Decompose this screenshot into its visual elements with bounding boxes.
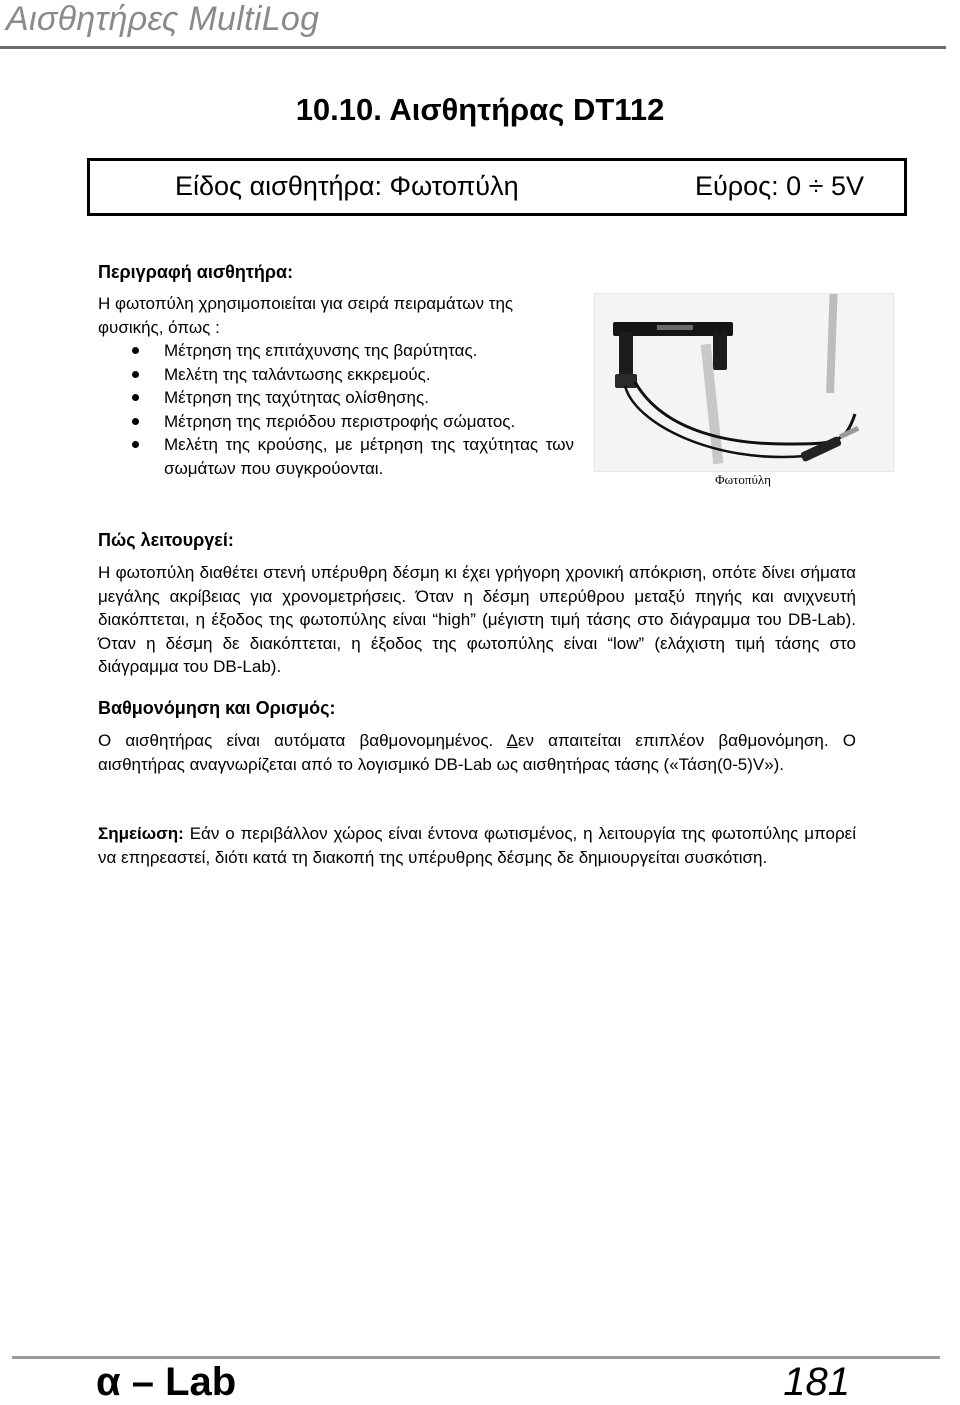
list-item: Μέτρηση της περιόδου περιστροφής σώματος. [98, 410, 574, 434]
footer-rule [12, 1356, 940, 1359]
section-title: 10.10. Αισθητήρας DT112 [295, 92, 665, 127]
list-item: Μελέτη της ταλάντωσης εκκρεμούς. [98, 363, 574, 387]
sensor-range-label: Εύρος: 0 ÷ 5V [694, 171, 864, 201]
note-label: Σημείωση: [98, 824, 184, 843]
calibration-text: Ο αισθητήρας είναι αυτόματα βαθμονομημένος. Δεν απαιτείται επιπλέον βαθμονόμηση. Ο αισθητήρας αναγνωρίζεται από το λογισμικό DB-Lab ως αισθητήρας τάσης («Τάση(0-5)V»). [98, 731, 856, 774]
how-it-works-heading: Πώς λειτουργεί: [98, 530, 234, 550]
list-item: Μέτρηση της ταχύτητας ολίσθησης. [98, 386, 574, 410]
header-title: Αισθητήρες MultiLog [6, 0, 320, 38]
calibration-heading: Βαθμονόμηση και Ορισμός: [98, 698, 336, 718]
description-heading: Περιγραφή αισθητήρα: [98, 262, 294, 282]
bullet-icon [132, 394, 139, 401]
bullet-icon [132, 418, 139, 425]
footer-logo: α – Lab [96, 1360, 237, 1404]
bullet-icon [132, 441, 139, 448]
how-it-works-text: Η φωτοπύλη διαθέτει στενή υπέρυθρη δέσμη κι έχει γρήγορη χρονική απόκριση, οπότε δίνει σήματα μεγάλης ακρίβειας για χρονομετρήσεις. Όταν η δέσμη υπερύθρου μεταξύ πηγής και ανιχνευτή διακόπτεται, η έξοδος της φωτοπύλης είναι “high” (μέγιστη τιμή τάσης στο διάγραμμα του DB-Lab). Όταν η δέσμη δε διακόπτεται, η έξοδος της φωτοπύλης είναι “low” (ελάχιστη τιμή τάσης στο διάγραμμα του DB-Lab). [98, 563, 856, 676]
list-item: Μέτρηση της επιτάχυνσης της βαρύτητας. [98, 339, 574, 363]
bullet-icon [132, 347, 139, 354]
bullet-icon [132, 371, 139, 378]
sensor-type-box [87, 158, 907, 216]
note-text: Σημείωση: Εάν ο περιβάλλον χώρος είναι έντονα φωτισμένος, η λειτουργία της φωτοπύλης μπορεί να επηρεαστεί, διότι κατά τη διακοπή της υπέρυθρης δέσμης δε δημιουργείται συσκότιση. [98, 824, 856, 867]
header-rule [0, 46, 946, 49]
photo-caption: Φωτοπύλη [715, 472, 771, 487]
sensor-type-label: Είδος αισθητήρα: Φωτοπύλη [175, 171, 519, 201]
photogate-photo [594, 293, 894, 472]
photogate-illustration [595, 294, 893, 471]
uses-list [98, 339, 574, 480]
page-number: 181 [783, 1360, 850, 1404]
description-intro: Η φωτοπύλη χρησιμοποιείται για σειρά πειραμάτων της φυσικής, όπως : [98, 294, 514, 337]
list-item: Μελέτη της κρούσης, με μέτρηση της ταχύτητας των σωμάτων που συγκρούονται. [98, 433, 574, 480]
